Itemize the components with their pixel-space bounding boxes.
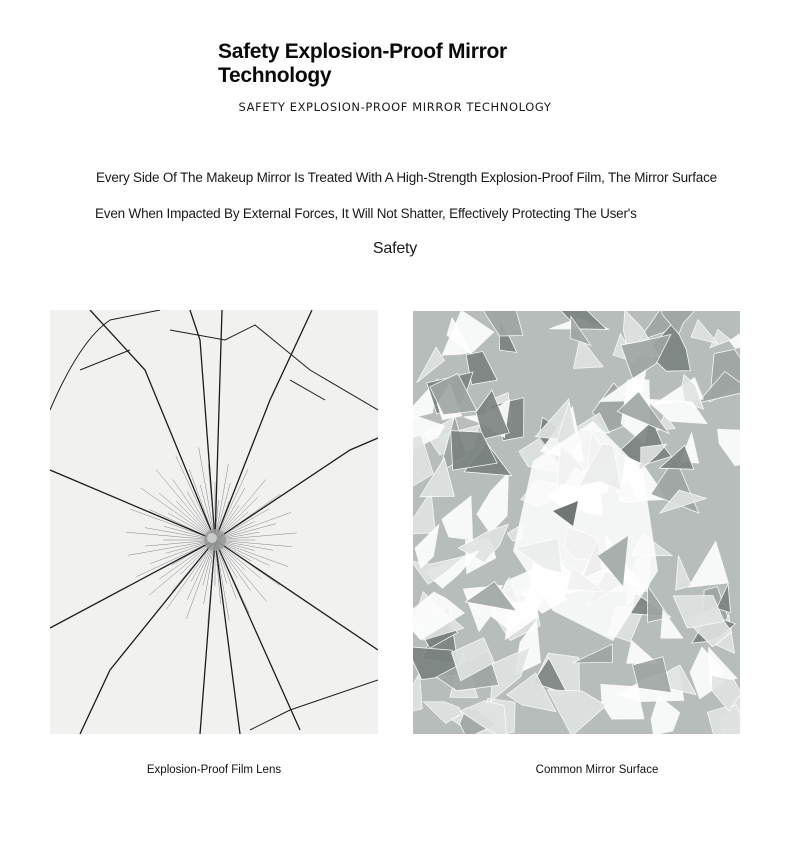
crack-line: [110, 310, 160, 320]
common-mirror-image: [413, 311, 740, 734]
page-subtitle: SAFETY EXPLOSION-PROOF MIRROR TECHNOLOGY: [238, 100, 552, 114]
mirror-shard: [413, 673, 422, 715]
crack-line: [50, 320, 110, 410]
crack-line: [170, 325, 378, 410]
crack-line: [50, 540, 215, 628]
mirror-shard: [477, 473, 509, 534]
caption-explosion-proof-film-lens: Explosion-Proof Film Lens: [146, 764, 282, 776]
mirror-shard: [651, 696, 680, 734]
cracked-glass-illustration: [50, 310, 378, 734]
crack-line: [215, 438, 378, 540]
mirror-shard: [413, 491, 435, 534]
crack-spike: [215, 540, 292, 547]
impact-highlight: [207, 533, 217, 543]
mirror-shard: [676, 556, 692, 591]
crack-spike: [136, 540, 215, 577]
mirror-shard: [417, 347, 445, 382]
mirror-shard: [413, 435, 433, 488]
caption-common-mirror-surface: Common Mirror Surface: [535, 764, 659, 776]
crack-spike: [215, 533, 297, 540]
mirror-shard: [688, 541, 728, 587]
mirror-shard: [718, 429, 741, 465]
mirror-shard: [691, 320, 718, 344]
mirror-shard: [661, 610, 683, 638]
mirror-shard: [573, 644, 613, 663]
mirror-shard: [707, 705, 740, 734]
crack-line: [250, 680, 378, 730]
crack-spike: [208, 540, 215, 623]
shattered-mirror-illustration: [413, 311, 740, 734]
mirror-shard: [601, 684, 644, 719]
crack-line: [290, 380, 325, 400]
crack-line: [90, 310, 215, 540]
explosion-proof-film-image: [50, 310, 378, 734]
crack-line: [80, 350, 130, 370]
crack-spike: [126, 532, 215, 540]
crack-line: [215, 310, 312, 540]
description-line-2: Even When Impacted By External Forces, It Will Not Shatter, Effectively Protecting The User's: [95, 206, 637, 221]
description-line-3: Safety: [372, 240, 418, 257]
mirror-shard: [442, 496, 473, 540]
description-line-1: Every Side Of The Makeup Mirror Is Treated With A High-Strength Explosion-Proof Film, The Mirror Surface: [96, 170, 717, 185]
crack-line: [200, 540, 215, 734]
page-title: Safety Explosion-Proof Mirror Technology: [218, 40, 507, 87]
mirror-shard: [730, 319, 741, 349]
